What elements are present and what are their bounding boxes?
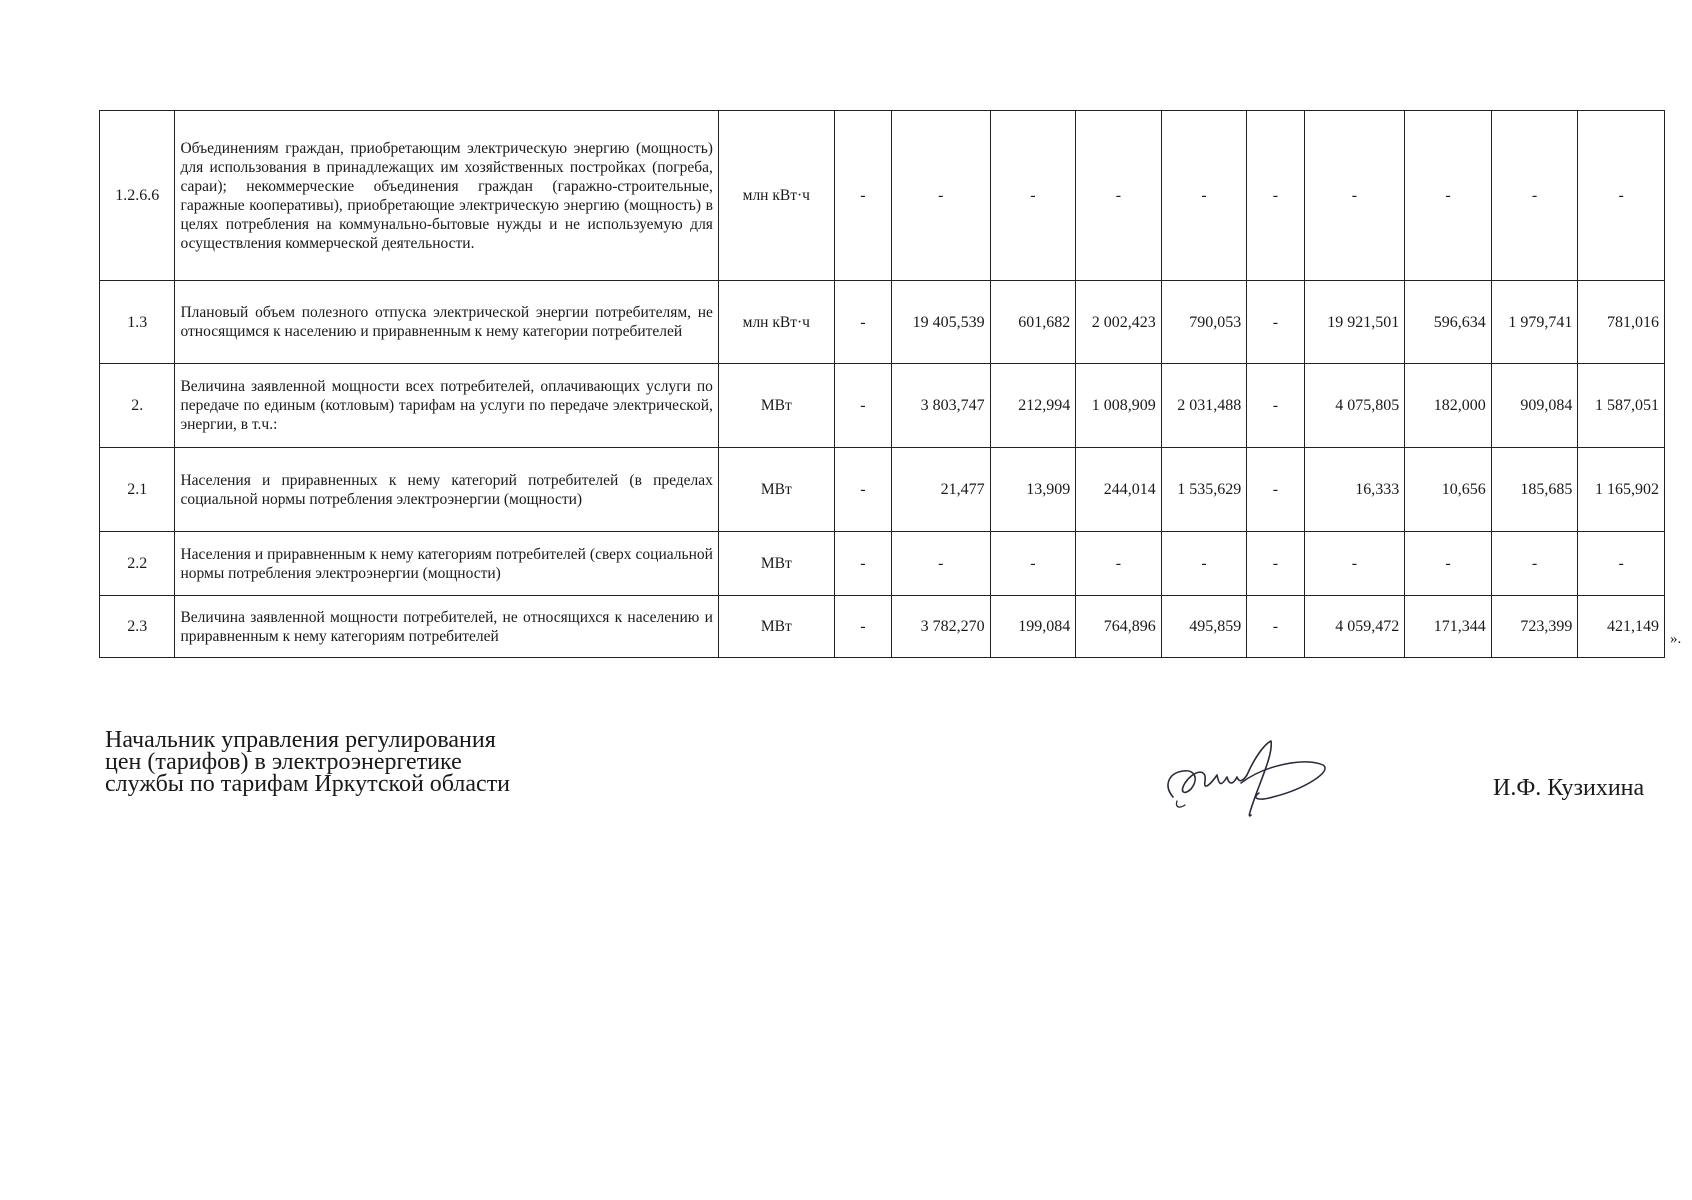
table-cell: -: [1247, 111, 1304, 281]
table-cell: 4 059,472: [1304, 596, 1405, 658]
table-cell: -: [892, 532, 991, 596]
table-row: [100, 281, 1665, 364]
table-cell: -: [892, 111, 991, 281]
table-cell: 596,634: [1405, 281, 1492, 364]
signature-graphic: [1155, 735, 1335, 825]
table-cell: 790,053: [1161, 281, 1247, 364]
table-cell: 1 535,629: [1161, 448, 1247, 532]
table-cell: -: [834, 281, 891, 364]
table-cell: 495,859: [1161, 596, 1247, 658]
table-cell: 2 002,423: [1076, 281, 1162, 364]
row-description: Величина заявленной мощности всех потребителей, оплачивающих услуги по передаче по единым (котловым) тарифам на услуги по передаче электрической, энергии, в т.ч.:: [175, 364, 718, 448]
table-cell: -: [1304, 111, 1405, 281]
row-description: Населения и приравненных к нему категорий потребителей (в пределах социальной нормы потребления электроэнергии (мощности): [175, 448, 718, 532]
row-code: 1.3: [100, 281, 175, 364]
table-cell: -: [1247, 281, 1304, 364]
row-code: 2.: [100, 364, 175, 448]
table-cell: 212,994: [990, 364, 1076, 448]
table-cell: 19 921,501: [1304, 281, 1405, 364]
position-line: службы по тарифам Иркутской области: [105, 771, 511, 797]
signer-name: И.Ф. Кузихина: [1493, 775, 1645, 801]
table-cell: 909,084: [1491, 364, 1578, 448]
table-cell: -: [1247, 448, 1304, 532]
table-cell: 21,477: [892, 448, 991, 532]
row-code: 2.1: [100, 448, 175, 532]
signatory-position: [105, 729, 510, 795]
table-cell: 182,000: [1405, 364, 1492, 448]
table-cell: 16,333: [1304, 448, 1405, 532]
table-row: [100, 111, 1665, 281]
table-cell: 4 075,805: [1304, 364, 1405, 448]
table-cell: -: [1491, 111, 1578, 281]
position-line: цен (тарифов) в электроэнергетике: [105, 749, 462, 775]
table-cell: -: [834, 364, 891, 448]
row-unit: млн кВт·ч: [718, 281, 834, 364]
row-code: 2.2: [100, 532, 175, 596]
table-cell: 10,656: [1405, 448, 1492, 532]
closing-quote: ».: [1670, 631, 1682, 647]
table-cell: 1 979,741: [1491, 281, 1578, 364]
table-cell: -: [1161, 532, 1247, 596]
table-cell: 3 782,270: [892, 596, 991, 658]
table-cell: 13,909: [990, 448, 1076, 532]
table-cell: 244,014: [1076, 448, 1162, 532]
table-cell: -: [834, 596, 891, 658]
table-cell: -: [990, 532, 1076, 596]
table-cell: 2 031,488: [1161, 364, 1247, 448]
table-cell: -: [1076, 111, 1162, 281]
table-cell: -: [1405, 111, 1492, 281]
row-unit: МВт: [718, 532, 834, 596]
table-cell: -: [1304, 532, 1405, 596]
row-code: 1.2.6.6: [100, 111, 175, 281]
row-code: 2.3: [100, 596, 175, 658]
table-cell: -: [990, 111, 1076, 281]
table-cell: 421,149: [1578, 596, 1665, 658]
table-cell: -: [834, 111, 891, 281]
table-cell: 3 803,747: [892, 364, 991, 448]
table-cell: -: [1161, 111, 1247, 281]
table-cell: 1 587,051: [1578, 364, 1665, 448]
row-description: Плановый объем полезного отпуска электрической энергии потребителям, не относящимся к населению и приравненным к нему категории потребителей: [175, 281, 718, 364]
table-cell: 781,016: [1578, 281, 1665, 364]
table-row: [100, 532, 1665, 596]
table-cell: -: [834, 448, 891, 532]
table-cell: 171,344: [1405, 596, 1492, 658]
row-description: Объединениям граждан, приобретающим электрическую энергию (мощность) для использования в принадлежащих им хозяйственных постройках (погреба, сараи); некоммерческие объединения граждан (гаражно-строительные, гаражные кооперативы), приобретающие электрическую энергию (мощность) в целях потребления на коммунально-бытовые нужды и не используемую для осуществления коммерческой деятельности.: [175, 111, 718, 281]
table-row: [100, 448, 1665, 532]
table-cell: -: [1578, 111, 1665, 281]
table-cell: 185,685: [1491, 448, 1578, 532]
table-cell: 19 405,539: [892, 281, 991, 364]
table-cell: 199,084: [990, 596, 1076, 658]
row-description: Населения и приравненным к нему категориям потребителей (сверх социальной нормы потребления электроэнергии (мощности): [175, 532, 718, 596]
table-cell: 601,682: [990, 281, 1076, 364]
table-cell: -: [1247, 596, 1304, 658]
position-line: Начальник управления регулирования: [105, 727, 496, 753]
table-cell: -: [834, 532, 891, 596]
row-unit: МВт: [718, 448, 834, 532]
table-row: [100, 364, 1665, 448]
table-cell: 764,896: [1076, 596, 1162, 658]
row-description: Величина заявленной мощности потребителей, не относящихся к населению и приравненным к нему категориям потребителей: [175, 596, 718, 658]
table-cell: 1 008,909: [1076, 364, 1162, 448]
tariff-table: [99, 110, 1665, 658]
handwritten-signature: [1155, 735, 1335, 830]
row-unit: МВт: [718, 596, 834, 658]
table-cell: 723,399: [1491, 596, 1578, 658]
table-row: [100, 596, 1665, 658]
row-unit: МВт: [718, 364, 834, 448]
row-unit: млн кВт·ч: [718, 111, 834, 281]
table-cell: -: [1578, 532, 1665, 596]
table-cell: -: [1247, 532, 1304, 596]
table-cell: -: [1405, 532, 1492, 596]
table-cell: -: [1076, 532, 1162, 596]
table-cell: -: [1491, 532, 1578, 596]
table-cell: -: [1247, 364, 1304, 448]
table-cell: 1 165,902: [1578, 448, 1665, 532]
